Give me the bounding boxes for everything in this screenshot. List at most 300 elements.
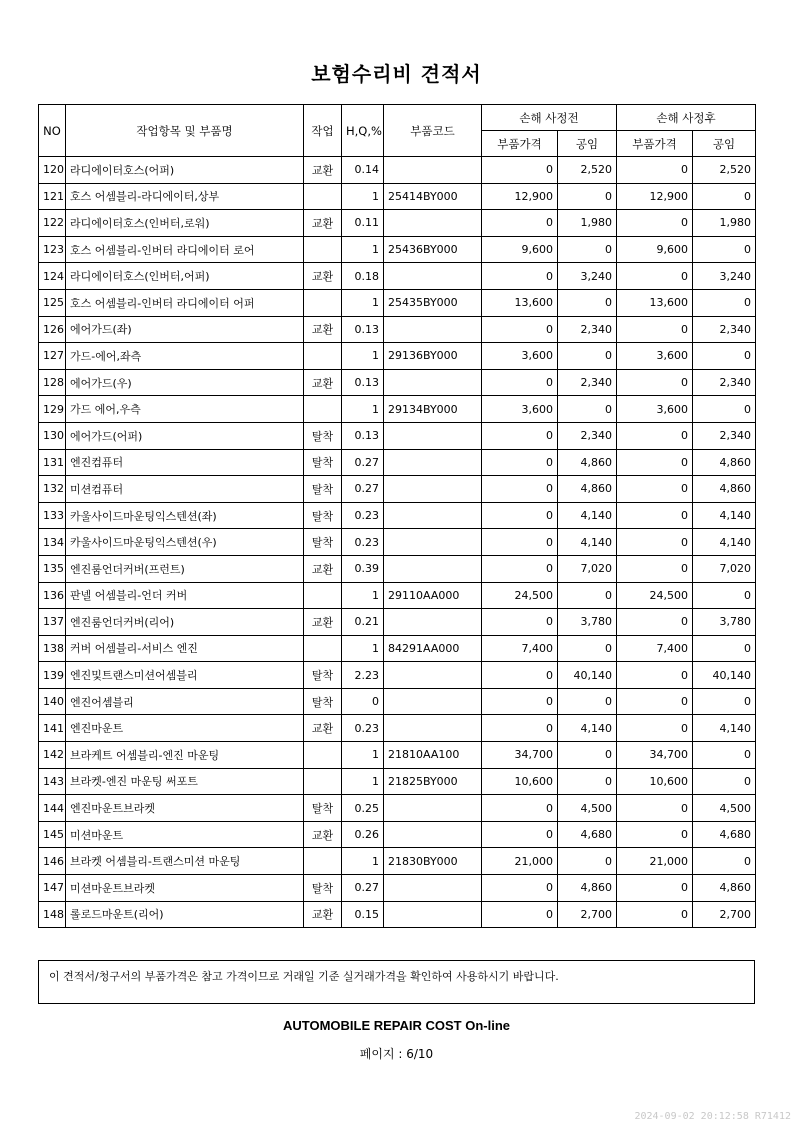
cell-part-code: 21810AA100 — [384, 742, 482, 769]
cell-after-labor: 0 — [693, 742, 756, 769]
cell-before-labor: 4,140 — [558, 529, 617, 556]
cell-hq: 0.27 — [342, 875, 384, 902]
cell-after-part-price: 13,600 — [617, 289, 693, 316]
cell-after-labor: 0 — [693, 582, 756, 609]
cell-hq: 0.21 — [342, 609, 384, 636]
cell-part-code — [384, 901, 482, 928]
cell-part-code: 29110AA000 — [384, 582, 482, 609]
row-number: 132 — [43, 482, 64, 496]
cell-after-part-price: 0 — [617, 901, 693, 928]
row-number: 129 — [43, 402, 64, 416]
cell-hq: 0.14 — [342, 157, 384, 184]
table-row — [39, 476, 756, 503]
cell-after-labor: 4,140 — [693, 715, 756, 742]
cell-part-code — [384, 555, 482, 582]
cell-no — [39, 635, 66, 662]
cell-part-code — [384, 795, 482, 822]
cell-item: 엔진및트랜스미션어셈블리 — [66, 662, 304, 689]
cell-no — [39, 183, 66, 210]
cell-work — [304, 768, 342, 795]
cell-work — [304, 742, 342, 769]
row-number: 144 — [43, 801, 64, 815]
cell-item: 브라켓 어셈블리-트랜스미션 마운팅 — [66, 848, 304, 875]
cell-hq: 0.11 — [342, 210, 384, 237]
cell-hq: 0.18 — [342, 263, 384, 290]
cell-before-labor: 2,520 — [558, 157, 617, 184]
table-row — [39, 157, 756, 184]
cell-item: 미션컴퓨터 — [66, 476, 304, 503]
cell-before-part-price: 0 — [482, 875, 558, 902]
cell-item: 롤로드마운트(리어) — [66, 901, 304, 928]
cell-hq: 0.13 — [342, 316, 384, 343]
cell-work: 탈착 — [304, 502, 342, 529]
cell-part-code — [384, 476, 482, 503]
cell-hq: 0.23 — [342, 715, 384, 742]
cell-work: 교환 — [304, 210, 342, 237]
cell-before-labor: 0 — [558, 236, 617, 263]
cell-item: 엔진어셈블리 — [66, 688, 304, 715]
cell-item: 엔진컴퓨터 — [66, 449, 304, 476]
cell-before-part-price: 0 — [482, 263, 558, 290]
cell-after-labor: 4,140 — [693, 529, 756, 556]
cell-work: 탈착 — [304, 688, 342, 715]
cell-no — [39, 502, 66, 529]
cell-item: 에어가드(우) — [66, 369, 304, 396]
cell-hq: 0.13 — [342, 369, 384, 396]
cell-no — [39, 529, 66, 556]
cell-before-labor: 0 — [558, 742, 617, 769]
header-no: NO — [39, 105, 66, 157]
cell-before-part-price: 21,000 — [482, 848, 558, 875]
cell-hq: 1 — [342, 582, 384, 609]
row-number: 145 — [43, 828, 64, 842]
row-number: 142 — [43, 748, 64, 762]
cell-part-code — [384, 821, 482, 848]
cell-after-part-price: 0 — [617, 662, 693, 689]
header-after-labor: 공임 — [693, 131, 756, 157]
table-row — [39, 529, 756, 556]
cell-before-part-price: 0 — [482, 555, 558, 582]
cell-work: 탈착 — [304, 476, 342, 503]
cell-no — [39, 449, 66, 476]
row-number: 121 — [43, 189, 64, 203]
cell-after-labor: 4,680 — [693, 821, 756, 848]
cell-before-labor: 4,140 — [558, 502, 617, 529]
cell-hq: 1 — [342, 742, 384, 769]
cell-after-labor: 2,340 — [693, 316, 756, 343]
row-number: 148 — [43, 907, 64, 921]
page-number: 페이지 : 6/10 — [359, 1047, 434, 1061]
table-row — [39, 502, 756, 529]
row-number: 124 — [43, 269, 64, 283]
cell-no — [39, 263, 66, 290]
cell-item: 가드-에어,좌측 — [66, 343, 304, 370]
row-number: 131 — [43, 455, 64, 469]
cell-before-labor: 0 — [558, 635, 617, 662]
cell-before-labor: 2,340 — [558, 422, 617, 449]
cell-after-labor: 2,340 — [693, 369, 756, 396]
cell-part-code — [384, 609, 482, 636]
cell-before-labor: 40,140 — [558, 662, 617, 689]
cell-after-labor: 0 — [693, 183, 756, 210]
cell-hq: 1 — [342, 183, 384, 210]
cell-after-part-price: 0 — [617, 609, 693, 636]
cell-item: 라디에이터호스(어퍼) — [66, 157, 304, 184]
cell-no — [39, 343, 66, 370]
row-number: 141 — [43, 721, 64, 735]
cell-after-part-price: 0 — [617, 369, 693, 396]
table-row — [39, 210, 756, 237]
cell-hq: 0.25 — [342, 795, 384, 822]
cell-after-part-price: 0 — [617, 476, 693, 503]
cell-no — [39, 901, 66, 928]
cell-item: 엔진마운트 — [66, 715, 304, 742]
cell-after-labor: 0 — [693, 768, 756, 795]
row-number: 139 — [43, 668, 64, 682]
cell-hq: 0.39 — [342, 555, 384, 582]
cell-part-code — [384, 369, 482, 396]
cell-work — [304, 183, 342, 210]
cell-no — [39, 715, 66, 742]
cell-part-code — [384, 662, 482, 689]
cell-no — [39, 396, 66, 423]
cell-work: 교환 — [304, 369, 342, 396]
cell-item: 라디에이터호스(인버터,어퍼) — [66, 263, 304, 290]
cell-before-part-price: 12,900 — [482, 183, 558, 210]
cell-work — [304, 236, 342, 263]
cell-after-labor: 0 — [693, 635, 756, 662]
row-number: 137 — [43, 615, 64, 629]
cell-work — [304, 396, 342, 423]
cell-no — [39, 210, 66, 237]
cell-item: 미션마운트브라켓 — [66, 875, 304, 902]
cell-after-part-price: 10,600 — [617, 768, 693, 795]
row-number: 147 — [43, 881, 64, 895]
cell-work: 교환 — [304, 555, 342, 582]
cell-work: 탈착 — [304, 449, 342, 476]
cell-after-part-price: 0 — [617, 449, 693, 476]
table-row — [39, 183, 756, 210]
cell-before-part-price: 0 — [482, 715, 558, 742]
header-code: 부품코드 — [384, 105, 482, 157]
cell-before-labor: 0 — [558, 848, 617, 875]
cell-work: 교환 — [304, 715, 342, 742]
cell-after-labor: 2,340 — [693, 422, 756, 449]
cell-hq: 1 — [342, 396, 384, 423]
cell-hq: 1 — [342, 343, 384, 370]
table-row — [39, 369, 756, 396]
cell-after-part-price: 0 — [617, 422, 693, 449]
table-row — [39, 875, 756, 902]
cell-after-part-price: 0 — [617, 263, 693, 290]
cell-hq: 1 — [342, 236, 384, 263]
cell-after-labor: 3,240 — [693, 263, 756, 290]
table-row — [39, 848, 756, 875]
cell-part-code — [384, 210, 482, 237]
cell-part-code — [384, 529, 482, 556]
cell-before-part-price: 0 — [482, 157, 558, 184]
document-title: 보험수리비 견적서 — [311, 62, 482, 86]
cell-work — [304, 343, 342, 370]
cell-item: 가드 에어,우측 — [66, 396, 304, 423]
row-number: 136 — [43, 588, 64, 602]
row-number: 126 — [43, 322, 64, 336]
cell-hq: 1 — [342, 848, 384, 875]
cell-before-part-price: 0 — [482, 901, 558, 928]
cell-part-code — [384, 688, 482, 715]
cell-before-part-price: 0 — [482, 795, 558, 822]
cell-before-labor: 2,340 — [558, 369, 617, 396]
cell-hq: 0 — [342, 688, 384, 715]
cell-item: 카울사이드마운팅익스텐션(좌) — [66, 502, 304, 529]
row-number: 128 — [43, 376, 64, 390]
cell-after-part-price: 0 — [617, 821, 693, 848]
row-number: 140 — [43, 695, 64, 709]
cell-before-labor: 4,500 — [558, 795, 617, 822]
cell-item: 엔진룸언더커버(프런트) — [66, 555, 304, 582]
cell-no — [39, 821, 66, 848]
cell-before-part-price: 34,700 — [482, 742, 558, 769]
cell-item: 미션마운트 — [66, 821, 304, 848]
cell-item: 브라켓-엔진 마운팅 써포트 — [66, 768, 304, 795]
header-after: 손해 사정후 — [617, 105, 756, 131]
cell-before-part-price: 9,600 — [482, 236, 558, 263]
cell-no — [39, 609, 66, 636]
row-number: 130 — [43, 429, 64, 443]
row-number: 122 — [43, 216, 64, 230]
cell-before-labor: 0 — [558, 343, 617, 370]
cell-after-part-price: 0 — [617, 316, 693, 343]
table-row — [39, 609, 756, 636]
cell-before-part-price: 3,600 — [482, 396, 558, 423]
cell-item: 브라케트 어셈블리-엔진 마운팅 — [66, 742, 304, 769]
cell-after-part-price: 7,400 — [617, 635, 693, 662]
cell-before-labor: 3,240 — [558, 263, 617, 290]
cell-hq: 0.15 — [342, 901, 384, 928]
table-row — [39, 662, 756, 689]
cell-after-part-price: 34,700 — [617, 742, 693, 769]
cell-before-labor: 1,980 — [558, 210, 617, 237]
cell-after-labor: 4,140 — [693, 502, 756, 529]
cell-hq: 0.23 — [342, 529, 384, 556]
header-hq: H,Q,% — [342, 105, 384, 157]
cell-after-part-price: 0 — [617, 157, 693, 184]
header-item: 작업항목 및 부품명 — [66, 105, 304, 157]
cell-before-part-price: 0 — [482, 422, 558, 449]
row-number: 134 — [43, 535, 64, 549]
cell-before-part-price: 0 — [482, 502, 558, 529]
table-row — [39, 582, 756, 609]
cell-no — [39, 289, 66, 316]
cell-after-part-price: 0 — [617, 715, 693, 742]
cell-after-labor: 2,520 — [693, 157, 756, 184]
cell-before-part-price: 0 — [482, 662, 558, 689]
cell-after-part-price: 24,500 — [617, 582, 693, 609]
cell-after-labor: 2,700 — [693, 901, 756, 928]
cell-before-part-price: 0 — [482, 529, 558, 556]
cell-before-labor: 0 — [558, 768, 617, 795]
estimate-table — [38, 104, 756, 928]
cell-before-labor: 0 — [558, 582, 617, 609]
cell-no — [39, 742, 66, 769]
table-row — [39, 343, 756, 370]
table-row — [39, 555, 756, 582]
cell-after-part-price: 0 — [617, 688, 693, 715]
table-row — [39, 289, 756, 316]
cell-before-labor: 0 — [558, 396, 617, 423]
cell-after-labor: 0 — [693, 688, 756, 715]
cell-before-labor: 4,680 — [558, 821, 617, 848]
cell-after-labor: 4,500 — [693, 795, 756, 822]
cell-part-code: 21830BY000 — [384, 848, 482, 875]
cell-before-labor: 0 — [558, 688, 617, 715]
table-row — [39, 236, 756, 263]
cell-before-labor: 2,700 — [558, 901, 617, 928]
cell-after-labor: 0 — [693, 848, 756, 875]
cell-after-part-price: 0 — [617, 502, 693, 529]
cell-before-labor: 4,140 — [558, 715, 617, 742]
cell-no — [39, 768, 66, 795]
cell-before-labor: 7,020 — [558, 555, 617, 582]
cell-work: 교환 — [304, 263, 342, 290]
table-row — [39, 768, 756, 795]
cell-work: 교환 — [304, 609, 342, 636]
cell-work: 탈착 — [304, 875, 342, 902]
cell-no — [39, 476, 66, 503]
cell-hq: 0.26 — [342, 821, 384, 848]
cell-after-part-price: 3,600 — [617, 396, 693, 423]
cell-item: 에어가드(어퍼) — [66, 422, 304, 449]
cell-item: 카울사이드마운팅익스텐션(우) — [66, 529, 304, 556]
cell-part-code — [384, 157, 482, 184]
table-row — [39, 635, 756, 662]
cell-work: 교환 — [304, 316, 342, 343]
cell-hq: 1 — [342, 289, 384, 316]
cell-no — [39, 795, 66, 822]
cell-no — [39, 582, 66, 609]
row-number: 120 — [43, 163, 64, 177]
row-number: 143 — [43, 774, 64, 788]
cell-hq: 1 — [342, 768, 384, 795]
cell-before-part-price: 0 — [482, 821, 558, 848]
row-number: 133 — [43, 509, 64, 523]
cell-before-part-price: 0 — [482, 688, 558, 715]
cell-after-part-price: 0 — [617, 529, 693, 556]
cell-item: 엔진룸언더커버(리어) — [66, 609, 304, 636]
cell-no — [39, 688, 66, 715]
cell-item: 커버 어셈블리-서비스 엔진 — [66, 635, 304, 662]
cell-after-part-price: 0 — [617, 210, 693, 237]
cell-hq: 0.27 — [342, 449, 384, 476]
cell-part-code — [384, 422, 482, 449]
cell-after-part-price: 9,600 — [617, 236, 693, 263]
row-number: 125 — [43, 296, 64, 310]
cell-work — [304, 582, 342, 609]
cell-item: 엔진마운트브라켓 — [66, 795, 304, 822]
cell-hq: 0.23 — [342, 502, 384, 529]
cell-part-code — [384, 263, 482, 290]
cell-no — [39, 848, 66, 875]
cell-work: 교환 — [304, 821, 342, 848]
cell-item: 호스 어셈블리-라디에이터,상부 — [66, 183, 304, 210]
cell-work — [304, 848, 342, 875]
notice-text: 이 견적서/청구서의 부품가격은 참고 가격이므로 거래일 기준 실거래가격을 확인하여 사용하시기 바랍니다. — [49, 970, 559, 983]
cell-after-labor: 4,860 — [693, 476, 756, 503]
cell-before-part-price: 0 — [482, 316, 558, 343]
table-body — [39, 157, 756, 928]
cell-work — [304, 635, 342, 662]
row-number: 138 — [43, 641, 64, 655]
cell-part-code: 21825BY000 — [384, 768, 482, 795]
table-row — [39, 715, 756, 742]
cell-after-part-price: 0 — [617, 555, 693, 582]
cell-after-labor: 4,860 — [693, 875, 756, 902]
cell-work: 탈착 — [304, 795, 342, 822]
row-number: 127 — [43, 349, 64, 363]
cell-item: 라디에이터호스(인버터,로워) — [66, 210, 304, 237]
cell-part-code: 25435BY000 — [384, 289, 482, 316]
cell-work — [304, 289, 342, 316]
table-row — [39, 742, 756, 769]
cell-before-labor: 4,860 — [558, 449, 617, 476]
cell-after-labor: 0 — [693, 236, 756, 263]
row-number: 123 — [43, 243, 64, 257]
header-before: 손해 사정전 — [482, 105, 617, 131]
cell-after-labor: 3,780 — [693, 609, 756, 636]
header-before-labor: 공임 — [558, 131, 617, 157]
cell-before-part-price: 0 — [482, 476, 558, 503]
header-after-part-price: 부품가격 — [617, 131, 693, 157]
cell-no — [39, 875, 66, 902]
cell-after-labor: 4,860 — [693, 449, 756, 476]
cell-no — [39, 662, 66, 689]
cell-hq: 1 — [342, 635, 384, 662]
cell-before-labor: 2,340 — [558, 316, 617, 343]
cell-part-code: 29134BY000 — [384, 396, 482, 423]
cell-no — [39, 316, 66, 343]
cell-work: 탈착 — [304, 662, 342, 689]
cell-part-code: 25414BY000 — [384, 183, 482, 210]
cell-after-labor: 7,020 — [693, 555, 756, 582]
cell-after-labor: 0 — [693, 396, 756, 423]
cell-part-code — [384, 449, 482, 476]
cell-before-part-price: 24,500 — [482, 582, 558, 609]
cell-hq: 0.27 — [342, 476, 384, 503]
cell-item: 호스 어셈블리-인버터 라디에이터 어퍼 — [66, 289, 304, 316]
cell-part-code — [384, 715, 482, 742]
footer-title: AUTOMOBILE REPAIR COST On-line — [282, 1018, 511, 1033]
cell-before-part-price: 3,600 — [482, 343, 558, 370]
row-number: 135 — [43, 562, 64, 576]
table-row — [39, 396, 756, 423]
cell-before-part-price: 0 — [482, 210, 558, 237]
cell-before-labor: 4,860 — [558, 875, 617, 902]
cell-no — [39, 369, 66, 396]
cell-part-code — [384, 502, 482, 529]
table-row — [39, 795, 756, 822]
cell-before-labor: 0 — [558, 183, 617, 210]
cell-before-part-price: 0 — [482, 609, 558, 636]
cell-after-labor: 40,140 — [693, 662, 756, 689]
cell-part-code — [384, 316, 482, 343]
cell-part-code: 25436BY000 — [384, 236, 482, 263]
header-work: 작업 — [304, 105, 342, 157]
table-row — [39, 422, 756, 449]
table-row — [39, 449, 756, 476]
cell-before-labor: 4,860 — [558, 476, 617, 503]
cell-after-part-price: 0 — [617, 875, 693, 902]
table-row — [39, 316, 756, 343]
